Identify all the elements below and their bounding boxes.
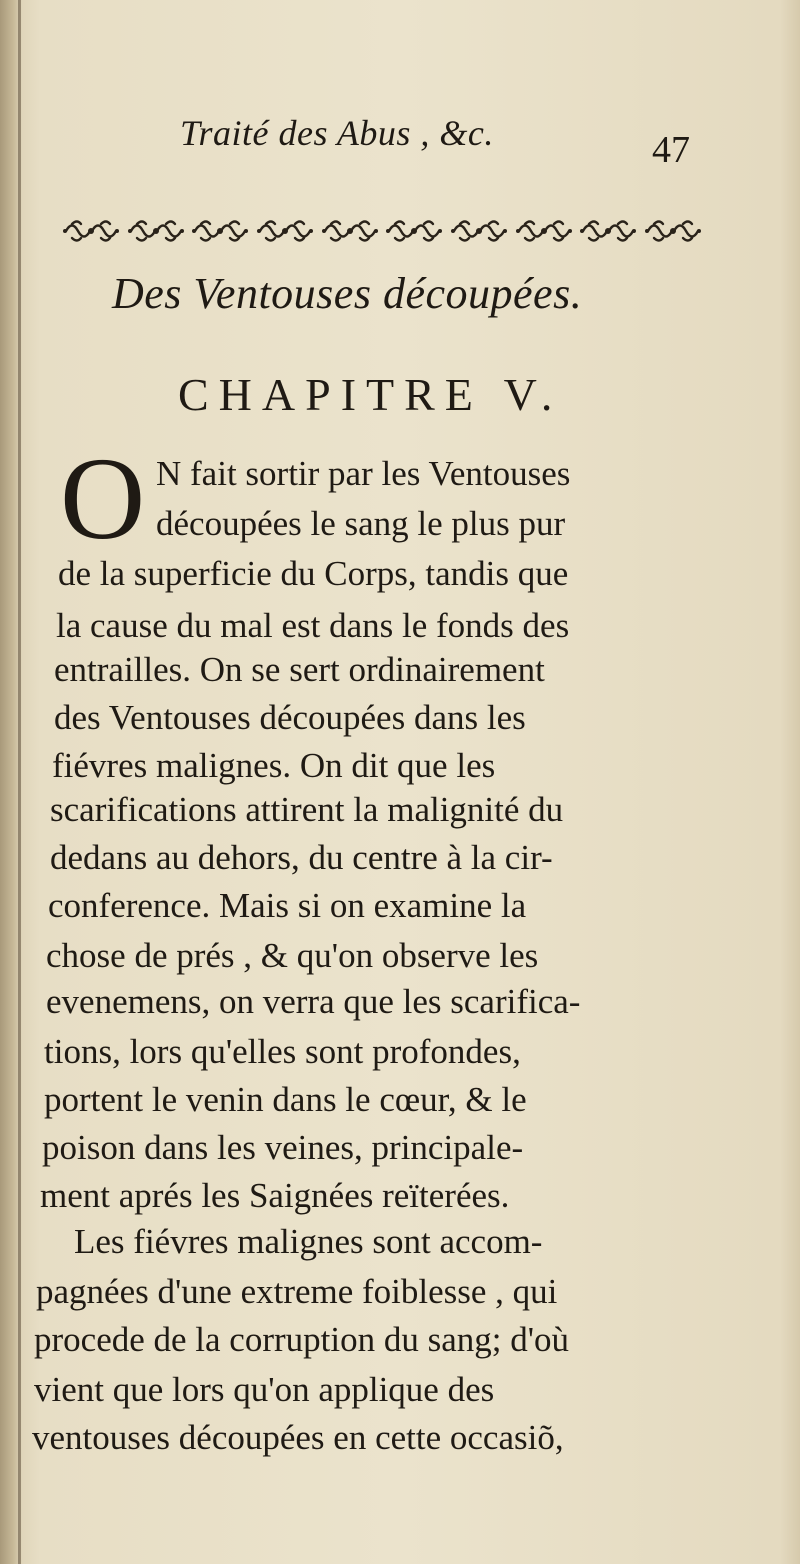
text-line: Les fiévres malignes sont accom- <box>74 1222 543 1261</box>
text-line: découpées le sang le plus pur <box>156 504 566 543</box>
text-line: conference. Mais si on examine la <box>48 886 527 925</box>
text-line: procede de la corruption du sang; d'où <box>34 1320 570 1359</box>
text-line: ventouses découpées en cette occasiõ, <box>32 1418 564 1457</box>
text-line: des Ventouses découpées dans les <box>54 698 526 737</box>
text-line: evenemens, on verra que les scarifica- <box>46 982 581 1021</box>
fleuron-border-icon <box>62 214 702 248</box>
text-line: la cause du mal est dans le fonds des <box>56 606 570 645</box>
text-line: fiévres malignes. On dit que les <box>52 746 496 785</box>
fleuron-icon <box>62 216 120 246</box>
chapter-label: CHAPITRE V. <box>178 369 563 420</box>
text-line: chose de prés , & qu'on observe les <box>46 936 539 975</box>
text-line: portent le venin dans le cœur, & le <box>44 1080 527 1119</box>
text-line: poison dans les veines, principale- <box>42 1128 524 1167</box>
drop-cap: O <box>60 433 146 564</box>
running-head: Traité des Abus , &c. <box>180 113 494 153</box>
text-line: scarifications attirent la malignité du <box>50 790 564 829</box>
text-line: de la superficie du Corps, tandis que <box>58 554 569 593</box>
text-line: N fait sortir par les Ventouses <box>156 454 571 493</box>
fleuron-icon <box>321 216 379 246</box>
fleuron-icon <box>450 216 508 246</box>
fleuron-icon <box>579 216 637 246</box>
fleuron-icon <box>256 216 314 246</box>
binding-edge <box>18 0 21 1564</box>
page-number: 47 <box>652 129 690 171</box>
text-line: tions, lors qu'elles sont profondes, <box>44 1032 521 1071</box>
text-line: entrailles. On se sert ordinairement <box>54 650 545 689</box>
fleuron-icon <box>127 216 185 246</box>
text-line: vient que lors qu'on applique des <box>34 1370 495 1409</box>
fleuron-icon <box>191 216 249 246</box>
text-line: pagnées d'une extreme foiblesse , qui <box>36 1272 558 1311</box>
fleuron-icon <box>385 216 443 246</box>
text-line: dedans au dehors, du centre à la cir- <box>50 838 553 877</box>
text-line: ment aprés les Saignées reïterées. <box>40 1176 510 1215</box>
fleuron-icon <box>515 216 573 246</box>
chapter-title: Des Ventouses découpées. <box>112 269 583 318</box>
fleuron-icon <box>644 216 702 246</box>
